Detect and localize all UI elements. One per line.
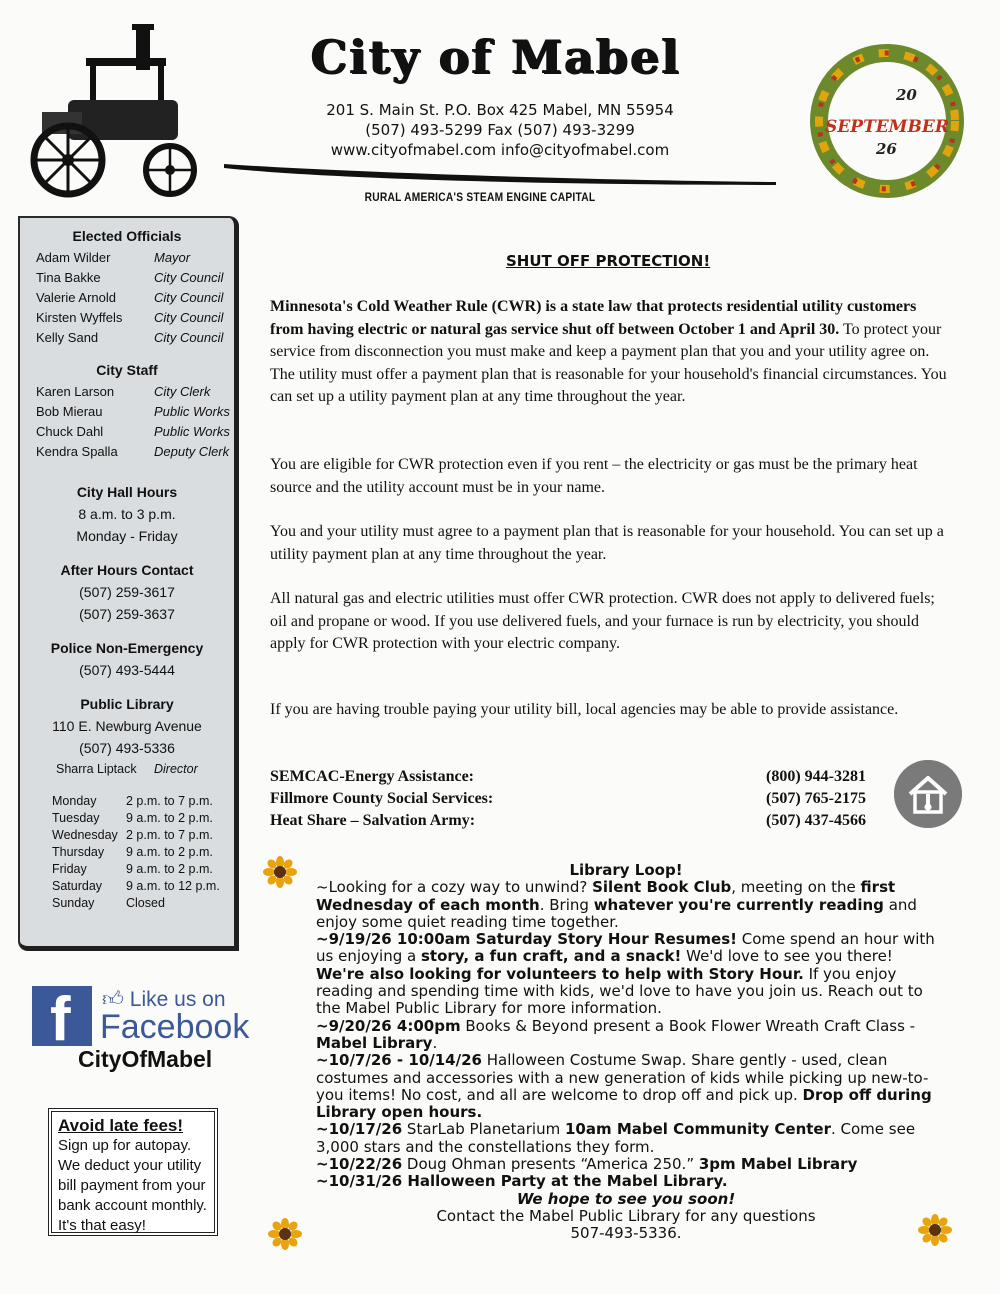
hours-day: Tuesday [52,811,100,825]
official-role: City Council [154,270,224,285]
house-thermometer-icon [894,760,962,828]
article-paragraph: You are eligible for CWR protection even if you rent – the electricity or gas must be the primary heat source and the utility account must be in your name. [270,456,918,496]
library-address: 110 E. Newburg Avenue [52,718,202,734]
city-staff-heading: City Staff [96,362,158,378]
hours-time: 9 a.m. to 2 p.m. [126,811,213,825]
official-name: Valerie Arnold [36,290,116,305]
article-paragraph [270,296,950,409]
after-hours-phone: (507) 259-3617 [79,584,175,600]
official-row [36,270,236,290]
staff-row [36,384,236,404]
director-role: Director [154,762,198,776]
library-item: ~10/22/26 Doug Ohman presents “America 250.” 3pm Mabel Library [316,1155,858,1174]
staff-name: Chuck Dahl [36,424,104,439]
library-item: ~10/17/26 StarLab Planetarium 10am Mabel Community Center. Come see 3,000 stars and the constellations they form. [316,1120,916,1156]
service-name: Fillmore County Social Services: [270,790,494,807]
hours-day: Friday [52,862,87,876]
hours-day: Thursday [52,845,105,859]
library-closing: We hope to see you soon! [516,1189,736,1208]
library-item: ~9/19/26 10:00am Saturday Story Hour Resumes! Come spend an hour with us enjoying a story, a fun craft, and a snack! We'd love to see you there! We're also looking for volunteers to help with Story Hour. If you enjoy reading and spending time with kids, we'd love to have you join us. Reach out to the Mabel Public Library for more information. [316,930,935,1018]
service-phone: (800) 944-3281 [766,768,866,785]
library-director [56,762,256,782]
phone-fax-line: (507) 493-5299 Fax (507) 493-3299 [365,121,635,139]
staff-name: Karen Larson [36,384,115,399]
article-paragraph: You and your utility must agree to a payment plan that is reasonable for your household. You can set up a utility payment plan at any time throughout the year. [270,523,944,563]
official-role: City Council [154,330,224,345]
hours-time: 9 a.m. to 2 p.m. [126,862,213,876]
city-hall-days: Monday - Friday [76,528,178,544]
masthead-title: City of Mabel [310,30,682,84]
after-hours-heading: After Hours Contact [60,562,194,578]
library-item: ~9/20/26 4:00pm Books & Beyond present a Book Flower Wreath Craft Class - Mabel Library. [316,1016,916,1052]
sunflower-icon [268,1218,302,1252]
web-email-line: www.cityofmabel.com info@cityofmabel.com [330,141,670,159]
facebook-handle[interactable]: CityOfMabel [78,1046,213,1072]
cwr-intro-bold: Minnesota's Cold Weather Rule (CWR) is a state law that protects residential utility customers from having electric or natural gas service shut off between October 1 and April 30. [270,298,917,338]
staff-row [36,404,236,424]
late-fees-line: We deduct your utility [58,1157,202,1174]
late-fees-line: bill payment from your [58,1177,206,1194]
library-item: ~10/7/26 - 10/14/26 Halloween Costume Swap. Share gently - used, clean costumes and accessories with a new generation of kids while picking up new-to-you items! No cost, and all are welcome to drop off and pick up. Drop off during Library open hours. [316,1051,932,1122]
late-fees-line: Sign up for autopay. [58,1137,192,1154]
service-name: Heat Share – Salvation Army: [270,812,476,829]
service-phone: (507) 765-2175 [766,790,866,807]
staff-role: Deputy Clerk [154,444,230,459]
official-name: Adam Wilder [36,250,111,265]
sunflower-icon [263,856,297,890]
official-name: Kirsten Wyffels [36,310,123,325]
official-name: Kelly Sand [36,330,99,345]
director-name: Sharra Liptack [56,762,137,776]
late-fees-line: It's that easy! [58,1217,146,1234]
avoid-late-fees-box [48,1108,218,1236]
tagline: RURAL AMERICA'S STEAM ENGINE CAPITAL [364,190,596,204]
hours-day: Saturday [52,879,103,893]
facebook-wordmark[interactable]: Facebook [100,1008,250,1046]
badge-month: SEPTEMBER [825,117,949,137]
city-hall-hours-heading: City Hall Hours [76,484,178,500]
police-heading: Police Non-Emergency [50,640,204,656]
late-fees-heading: Avoid late fees! [58,1116,184,1135]
official-row [36,330,236,350]
official-row [36,310,236,330]
header-swoosh [220,158,780,188]
hours-time: 2 p.m. to 7 p.m. [126,794,213,808]
after-hours-phone: (507) 259-3637 [79,606,175,622]
hours-time: 9 a.m. to 2 p.m. [126,845,213,859]
staff-role: Public Works [154,424,230,439]
official-name: Tina Bakke [36,270,101,285]
library-contact-phone: 507-493-5336. [570,1224,682,1243]
hours-time: 9 a.m. to 12 p.m. [126,879,220,893]
hours-day: Wednesday [52,828,118,842]
hours-time: Closed [126,896,165,910]
staff-role: City Clerk [154,384,211,399]
library-item: ~10/31/26 Halloween Party at the Mabel Library. [316,1172,728,1191]
like-label: Like us on [129,988,226,1011]
service-row [270,788,880,810]
hours-time: 2 p.m. to 7 p.m. [126,828,213,842]
service-phone: (507) 437-4566 [766,812,866,829]
hours-day: Monday [52,794,97,808]
facebook-icon[interactable]: f [32,986,92,1046]
city-hall-hours: 8 a.m. to 3 p.m. [78,506,176,522]
staff-name: Bob Mierau [36,404,103,419]
library-contact: Contact the Mabel Public Library for any questions [436,1206,816,1225]
article-paragraph: If you are having trouble paying your utility bill, local agencies may be able to provide assistance. [270,701,899,718]
cwr-intro-rest: To protect your service from disconnection you must make and keep a payment plan that you and your utility agree on. The utility must offer a payment plan that is reasonable for your household's financial circumstances. You can set up a utility payment plan at any time throughout the year. [270,320,947,405]
library-loop-section [316,862,936,1243]
article-headline: SHUT OFF PROTECTION! [506,252,711,270]
service-row [270,766,880,788]
official-row [36,290,236,310]
service-name: SEMCAC-Energy Assistance: [270,768,474,785]
thumbs-up-icon: 👍︎ [102,988,130,1011]
staff-row [36,444,236,464]
steam-engine-illustration [28,20,208,200]
badge-bottom-number: 26 [876,140,897,158]
badge-top-number: 20 [896,86,917,104]
staff-row [36,424,236,444]
public-library-heading: Public Library [80,696,174,712]
official-row [36,250,236,270]
late-fees-line: bank account monthly. [58,1197,207,1214]
library-loop-title: Library Loop! [569,861,683,879]
staff-role: Public Works [154,404,230,419]
library-phone: (507) 493-5336 [79,740,175,756]
sidebar-directory [18,216,239,951]
official-role: Mayor [154,250,191,265]
official-role: City Council [154,290,224,305]
hours-day: Sunday [52,896,95,910]
service-row [270,810,880,832]
police-phone: (507) 493-5444 [79,662,175,678]
article-paragraph: All natural gas and electric utilities must offer CWR protection. CWR does not apply to delivered fuels; oil and propane or wood. If you use delivered fuels, and your furnace is run by electricity, you should apply for CWR protection with your electric company. [270,590,935,652]
staff-name: Kendra Spalla [36,444,118,459]
address-line: 201 S. Main St. P.O. Box 425 Mabel, MN 55954 [326,101,674,119]
library-item: ~Looking for a cozy way to unwind? Silent Book Club, meeting on the first Wednesday of each month. Bring whatever you're currently reading and enjoy some quiet reading time together. [316,878,917,931]
elected-officials-heading: Elected Officials [72,228,182,244]
official-role: City Council [154,310,224,325]
sunflower-wreath-date-badge [804,38,970,204]
